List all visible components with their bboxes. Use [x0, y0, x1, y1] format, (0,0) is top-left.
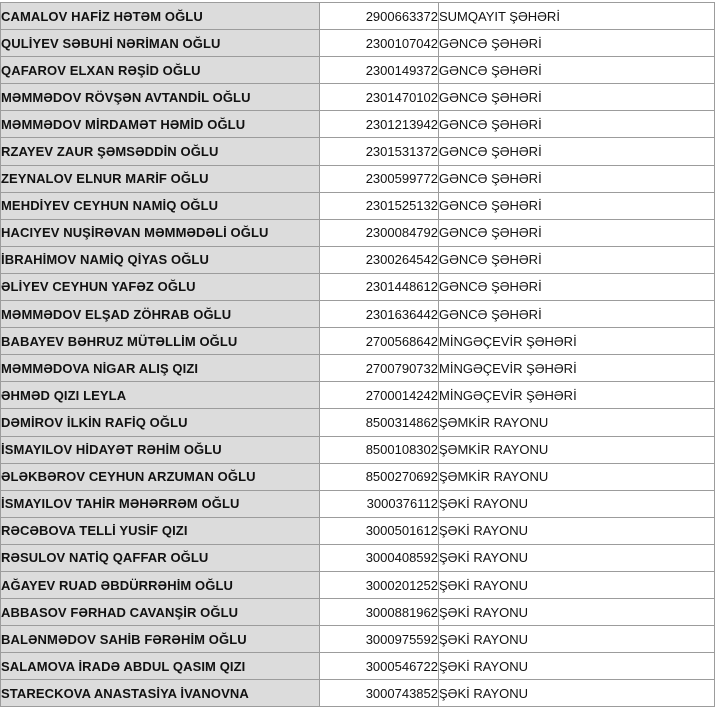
identifier-code-cell: 3000881962: [320, 599, 439, 626]
location-cell: MİNGƏÇEVİR ŞƏHƏRİ: [439, 355, 715, 382]
identifier-code-cell: 3000376112: [320, 490, 439, 517]
person-name-cell: QAFAROV ELXAN RƏŞİD OĞLU: [1, 57, 320, 84]
person-name-cell: AĞAYEV RUAD ƏBDÜRRƏHİM OĞLU: [1, 571, 320, 598]
location-cell: GƏNCƏ ŞƏHƏRİ: [439, 57, 715, 84]
table-row: [1, 273, 715, 300]
location-cell: ŞƏMKİR RAYONU: [439, 409, 715, 436]
table-row: [1, 138, 715, 165]
person-name-cell: BABAYEV BƏHRUZ MÜTƏLLİM OĞLU: [1, 328, 320, 355]
person-name-cell: ƏLİYEV CEYHUN YAFƏZ OĞLU: [1, 273, 320, 300]
identifier-code-cell: 2301213942: [320, 111, 439, 138]
identifier-code-cell: 8500314862: [320, 409, 439, 436]
location-cell: ŞƏMKİR RAYONU: [439, 436, 715, 463]
identifier-code-cell: 2700790732: [320, 355, 439, 382]
table-row: [1, 436, 715, 463]
table-row: [1, 653, 715, 680]
table-row: [1, 355, 715, 382]
location-cell: GƏNCƏ ŞƏHƏRİ: [439, 301, 715, 328]
location-cell: ŞƏKİ RAYONU: [439, 490, 715, 517]
location-cell: GƏNCƏ ŞƏHƏRİ: [439, 165, 715, 192]
person-name-cell: İBRAHİMOV NAMİQ QİYAS OĞLU: [1, 246, 320, 273]
table-row: [1, 165, 715, 192]
location-cell: ŞƏKİ RAYONU: [439, 571, 715, 598]
table-row: [1, 599, 715, 626]
person-name-cell: MƏMMƏDOVA NİGAR ALIŞ QIZI: [1, 355, 320, 382]
identifier-code-cell: 3000408592: [320, 544, 439, 571]
table-row: [1, 626, 715, 653]
table-row: [1, 409, 715, 436]
person-name-cell: DƏMİROV İLKİN RAFİQ OĞLU: [1, 409, 320, 436]
identifier-code-cell: 2301470102: [320, 84, 439, 111]
identifier-code-cell: 2900663372: [320, 3, 439, 30]
registry-table: [0, 2, 715, 707]
location-cell: GƏNCƏ ŞƏHƏRİ: [439, 138, 715, 165]
identifier-code-cell: 2300264542: [320, 246, 439, 273]
location-cell: ŞƏKİ RAYONU: [439, 517, 715, 544]
person-name-cell: MƏMMƏDOV RÖVŞƏN AVTANDİL OĞLU: [1, 84, 320, 111]
location-cell: GƏNCƏ ŞƏHƏRİ: [439, 111, 715, 138]
person-name-cell: HACIYEV NUŞİRƏVAN MƏMMƏDƏLİ OĞLU: [1, 219, 320, 246]
table-row: [1, 463, 715, 490]
table-row: [1, 57, 715, 84]
person-name-cell: RZAYEV ZAUR ŞƏMSƏDDİN OĞLU: [1, 138, 320, 165]
person-name-cell: CAMALOV HAFİZ HƏTƏM OĞLU: [1, 3, 320, 30]
table-row: [1, 30, 715, 57]
person-name-cell: BALƏNMƏDOV SAHİB FƏRƏHİM OĞLU: [1, 626, 320, 653]
identifier-code-cell: 8500108302: [320, 436, 439, 463]
location-cell: ŞƏKİ RAYONU: [439, 599, 715, 626]
identifier-code-cell: 2301636442: [320, 301, 439, 328]
person-name-cell: ƏLƏKBƏROV CEYHUN ARZUMAN OĞLU: [1, 463, 320, 490]
table-row: [1, 571, 715, 598]
person-name-cell: MEHDİYEV CEYHUN NAMİQ OĞLU: [1, 192, 320, 219]
identifier-code-cell: 8500270692: [320, 463, 439, 490]
table-row: [1, 111, 715, 138]
location-cell: GƏNCƏ ŞƏHƏRİ: [439, 192, 715, 219]
location-cell: ŞƏKİ RAYONU: [439, 544, 715, 571]
location-cell: GƏNCƏ ŞƏHƏRİ: [439, 30, 715, 57]
person-name-cell: ABBASOV FƏRHAD CAVANŞİR OĞLU: [1, 599, 320, 626]
person-name-cell: RƏSULOV NATİQ QAFFAR OĞLU: [1, 544, 320, 571]
identifier-code-cell: 3000546722: [320, 653, 439, 680]
location-cell: GƏNCƏ ŞƏHƏRİ: [439, 84, 715, 111]
table-row: [1, 219, 715, 246]
identifier-code-cell: 2300084792: [320, 219, 439, 246]
person-name-cell: MƏMMƏDOV ELŞAD ZÖHRAB OĞLU: [1, 301, 320, 328]
identifier-code-cell: 2300599772: [320, 165, 439, 192]
identifier-code-cell: 2301531372: [320, 138, 439, 165]
location-cell: SUMQAYIT ŞƏHƏRİ: [439, 3, 715, 30]
table-row: [1, 544, 715, 571]
identifier-code-cell: 2301525132: [320, 192, 439, 219]
table-row: [1, 246, 715, 273]
location-cell: MİNGƏÇEVİR ŞƏHƏRİ: [439, 382, 715, 409]
identifier-code-cell: 3000501612: [320, 517, 439, 544]
location-cell: ŞƏKİ RAYONU: [439, 653, 715, 680]
person-name-cell: ZEYNALOV ELNUR MARİF OĞLU: [1, 165, 320, 192]
identifier-code-cell: 2700014242: [320, 382, 439, 409]
location-cell: ŞƏKİ RAYONU: [439, 680, 715, 707]
table-row: [1, 84, 715, 111]
person-name-cell: İSMAYILOV TAHİR MƏHƏRRƏM OĞLU: [1, 490, 320, 517]
identifier-code-cell: 3000201252: [320, 571, 439, 598]
table-row: [1, 490, 715, 517]
location-cell: GƏNCƏ ŞƏHƏRİ: [439, 219, 715, 246]
person-name-cell: MƏMMƏDOV MİRDAMƏT HƏMİD OĞLU: [1, 111, 320, 138]
identifier-code-cell: 3000975592: [320, 626, 439, 653]
person-name-cell: ƏHMƏD QIZI LEYLA: [1, 382, 320, 409]
table-row: [1, 301, 715, 328]
table-row: [1, 382, 715, 409]
table-row: [1, 517, 715, 544]
person-name-cell: RƏCƏBOVA TELLİ YUSİF QIZI: [1, 517, 320, 544]
identifier-code-cell: 2300107042: [320, 30, 439, 57]
registry-table-body: [1, 3, 715, 707]
person-name-cell: STARECKOVA ANASTASİYA İVANOVNA: [1, 680, 320, 707]
location-cell: GƏNCƏ ŞƏHƏRİ: [439, 246, 715, 273]
table-row: [1, 3, 715, 30]
location-cell: ŞƏKİ RAYONU: [439, 626, 715, 653]
person-name-cell: İSMAYILOV HİDAYƏT RƏHİM OĞLU: [1, 436, 320, 463]
table-row: [1, 328, 715, 355]
location-cell: MİNGƏÇEVİR ŞƏHƏRİ: [439, 328, 715, 355]
person-name-cell: QULİYEV SƏBUHİ NƏRİMAN OĞLU: [1, 30, 320, 57]
person-name-cell: SALAMOVA İRADƏ ABDUL QASIM QIZI: [1, 653, 320, 680]
identifier-code-cell: 2300149372: [320, 57, 439, 84]
identifier-code-cell: 2700568642: [320, 328, 439, 355]
identifier-code-cell: 3000743852: [320, 680, 439, 707]
identifier-code-cell: 2301448612: [320, 273, 439, 300]
table-row: [1, 680, 715, 707]
location-cell: GƏNCƏ ŞƏHƏRİ: [439, 273, 715, 300]
table-row: [1, 192, 715, 219]
location-cell: ŞƏMKİR RAYONU: [439, 463, 715, 490]
